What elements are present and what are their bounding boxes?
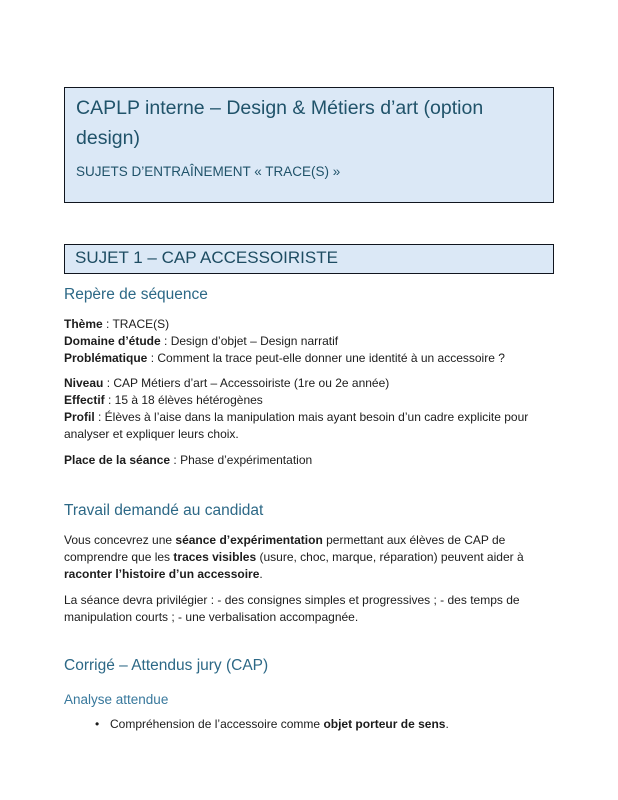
paragraph-niveau-effectif-profil [64,375,554,443]
theme-label: Thème [64,317,103,331]
theme-value: : TRACE(S) [102,317,170,331]
paragraph-travail-consigne [64,532,554,583]
attendus-list [64,716,554,733]
effectif-line [64,393,263,407]
profil-line [64,410,528,441]
domaine-label: Domaine d’étude [64,334,161,348]
problematique-line [64,351,505,365]
document-body [64,0,554,733]
heading-repere-de-sequence: Repère de séquence [64,286,208,303]
profil-value: : Élèves à l’aise dans la manipulation mais ayant besoin d’un cadre explicite pour analyser et expliquer leurs choix. [64,410,529,441]
travail-run-5: raconter l’histoire d’un accessoire [64,567,260,581]
place-seance-value: : Phase d’expérimentation [170,453,313,467]
paragraph-travail-privilegier: La séance devra privilégier : - des consignes simples et progressives ; - des temps de manipulation courts ; - une verbalisation accompagnée. [64,593,520,624]
paragraph-place-seance [64,452,554,469]
profil-label: Profil [64,410,95,424]
problematique-label: Problématique [64,351,148,365]
document-title: CAPLP interne – Design & Métiers d’art (option design) [76,97,484,149]
travail-run-2: permettant aux élèves de CAP de comprendre que les [64,533,506,564]
paragraph-theme-domaine-problematique [64,316,554,367]
travail-run-3: traces visibles [173,550,257,564]
bullet-run-2: . [445,717,449,731]
heading-travail-demande: Travail demandé au candidat [64,502,264,519]
problematique-value: : Comment la trace peut-elle donner une identité à un accessoire ? [147,351,505,365]
travail-run-0: Vous concevrez une [64,533,176,547]
bullet-icon: • [95,717,100,731]
niveau-line [64,376,389,390]
header-box [64,87,554,203]
subject-box [64,244,554,274]
niveau-value: : CAP Métiers d’art – Accessoiriste (1re ou 2e année) [103,376,390,390]
document-subtitle: SUJETS D’ENTRAÎNEMENT « TRACE(S) » [76,164,341,179]
subheading-analyse-attendue: Analyse attendue [64,692,169,707]
list-item [64,716,554,733]
theme-line [64,317,169,331]
domaine-value: : Design d’objet – Design narratif [160,334,339,348]
place-seance-label: Place de la séance [64,453,171,467]
travail-run-1: séance d’expérimentation [175,533,323,547]
subject-title: SUJET 1 – CAP ACCESSOIRISTE [75,248,338,267]
bullet-run-0: Compréhension de l’accessoire comme [110,717,324,731]
heading-corrige-attendus: Corrigé – Attendus jury (CAP) [64,657,269,674]
bullet-run-1: objet porteur de sens [323,717,446,731]
travail-run-6: . [259,567,263,581]
travail-run-4: (usure, choc, marque, réparation) peuvent aider à [256,550,524,564]
niveau-label: Niveau [64,376,104,390]
effectif-value: : 15 à 18 élèves hétérogènes [104,393,263,407]
domaine-line [64,334,338,348]
effectif-label: Effectif [64,393,105,407]
